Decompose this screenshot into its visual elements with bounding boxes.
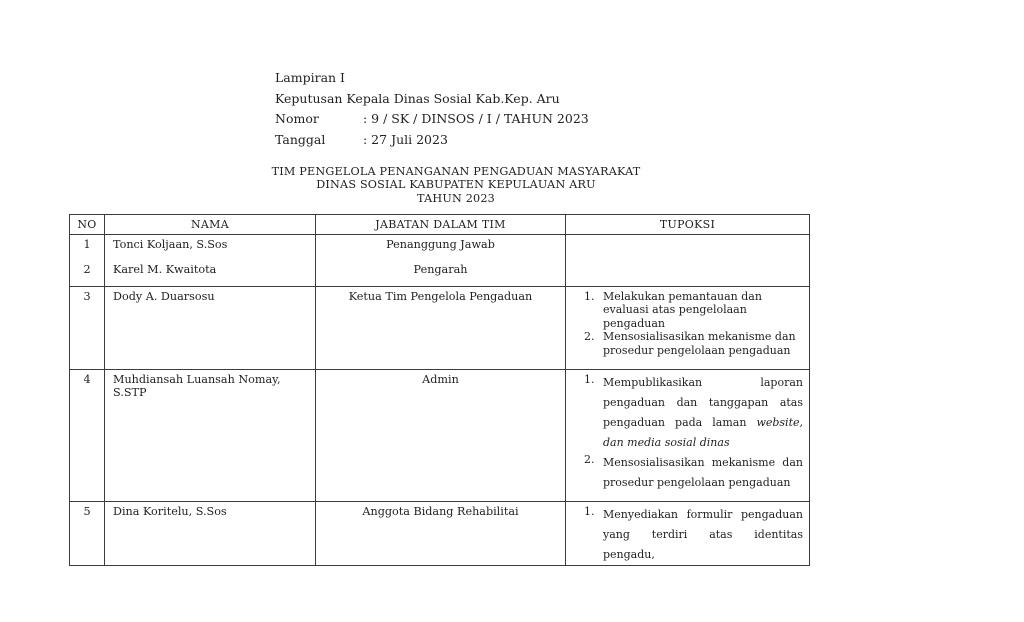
tupoksi-line: yang terdiri atas identitas pengadu, [603,528,803,561]
member-role: Penanggung Jawab [386,238,495,251]
table-row-5 [70,502,810,566]
tupoksi-item [566,453,803,493]
tanggal-label: Tanggal [275,131,326,147]
tupoksi-line: pengaduan pada laman website, [603,416,803,429]
cell-tupoksi [566,287,810,370]
tupoksi-line: prosedur pengelolaan pengaduan [603,343,791,357]
cell-no: 5 [70,502,105,566]
tupoksi-line: Mensosialisasikan mekanisme dan [603,330,796,344]
column-header-nama: NAMA [105,215,316,235]
cell-tupoksi [566,235,810,287]
cell-nama [105,235,316,287]
decree-line: Keputusan Kepala Dinas Sosial Kab.Kep. Aru [275,90,560,106]
cell-jabatan: Ketua Tim Pengelola Pengaduan [316,287,566,370]
cell-jabatan: Admin [316,370,566,502]
tupoksi-line: Melakukan pemantauan dan [603,290,762,303]
title-line-3: TAHUN 2023 [417,191,495,205]
team-table [69,214,810,566]
member-name: Karel M. Kwaitota [113,263,217,276]
letterhead-block [275,68,589,150]
tupoksi-item-number: 2. [584,453,595,466]
tupoksi-item-number: 1. [584,373,595,386]
cell-tupoksi [566,370,810,502]
tupoksi-item-number: 1. [584,290,595,303]
cell-nama: Dina Koritelu, S.Sos [105,502,316,566]
tupoksi-item [566,373,803,453]
title-line-1: TIM PENGELOLA PENANGANAN PENGADUAN MASYARAKAT [271,165,641,178]
nomor-line [275,109,589,130]
row-number: 1 [83,238,91,251]
tupoksi-line: Menyediakan formulir pengaduan [603,508,803,521]
cell-nama: Dody A. Duarsosu [105,287,316,370]
tanggal-line [275,130,589,151]
tupoksi-line: dan media sosial dinas [603,436,730,449]
tupoksi-line: evaluasi atas pengelolaan [603,303,747,317]
tanggal-value: : 27 Juli 2023 [363,131,448,147]
column-header-tupoksi: TUPOKSI [566,215,810,235]
tupoksi-line: pengaduan dan tanggapan atas [603,396,803,409]
cell-no [70,235,105,287]
cell-jabatan [316,235,566,287]
tupoksi-item-number: 2. [584,330,595,344]
cell-jabatan: Anggota Bidang Rehabilitai [316,502,566,566]
nomor-value: : 9 / SK / DINSOS / I / TAHUN 2023 [363,111,589,126]
tupoksi-item [566,290,803,330]
tupoksi-item [566,330,803,357]
table-row-1-2 [70,235,810,287]
cell-no: 3 [70,287,105,370]
tupoksi-item [566,505,803,565]
table-header-row [70,215,810,235]
tupoksi-line: Mensosialisasikan mekanisme dan [603,456,803,469]
column-header-no: NO [70,215,105,235]
column-header-jabatan: JABATAN DALAM TIM [316,215,566,235]
cell-nama: Muhdiansah Luansah Nomay, S.STP [105,370,316,502]
tupoksi-line: prosedur pengelolaan pengaduan [603,476,791,489]
nomor-label: Nomor [275,111,319,126]
document-title [56,165,856,205]
row-number: 2 [83,263,91,276]
lampiran-line: Lampiran I [275,70,345,85]
tupoksi-item-number: 1. [584,505,595,518]
tupoksi-line: pengaduan [603,316,666,330]
tupoksi-line: Mempublikasikan laporan [603,376,803,389]
cell-no: 4 [70,370,105,502]
title-line-2: DINAS SOSIAL KABUPATEN KEPULAUAN ARU [316,178,596,192]
member-name: Tonci Koljaan, S.Sos [113,238,228,251]
table-row-3 [70,287,810,370]
member-role: Pengarah [413,263,468,276]
table-row-4 [70,370,810,502]
cell-tupoksi [566,502,810,566]
